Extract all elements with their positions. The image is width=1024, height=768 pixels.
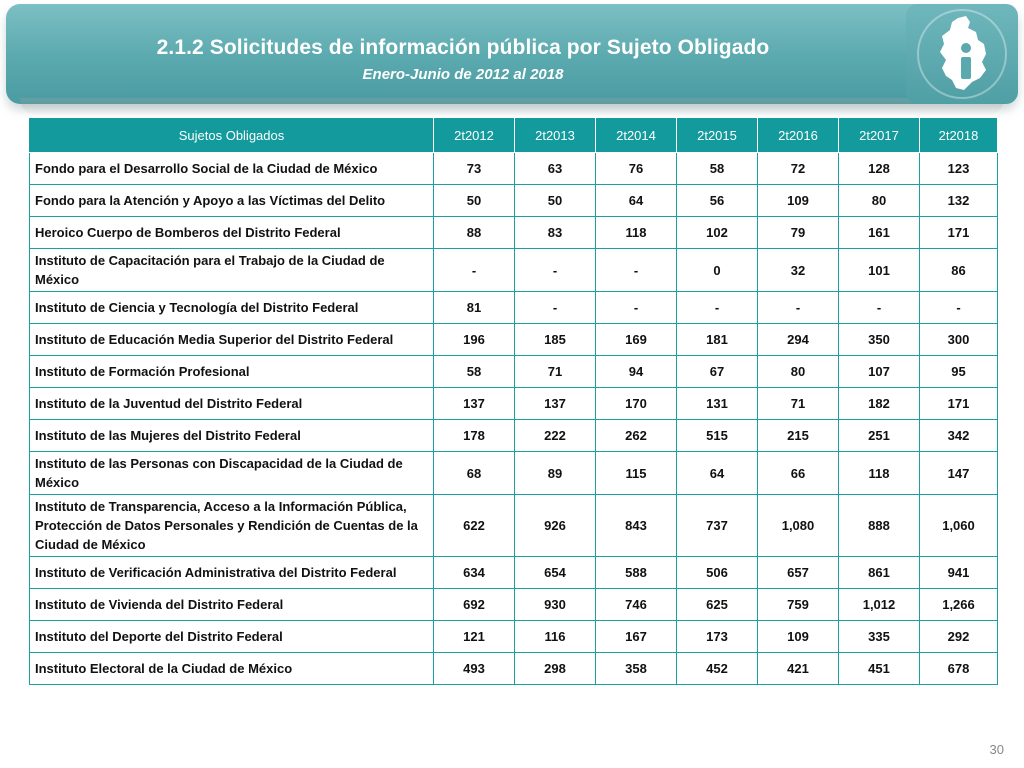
value-cell: 493 — [434, 653, 515, 685]
value-cell: 350 — [839, 324, 920, 356]
value-cell: 588 — [596, 557, 677, 589]
value-cell: 50 — [515, 185, 596, 217]
column-header-year: 2t2012 — [434, 118, 515, 153]
value-cell: 171 — [920, 217, 998, 249]
value-cell: 451 — [839, 653, 920, 685]
value-cell: - — [839, 292, 920, 324]
value-cell: 1,080 — [758, 495, 839, 557]
value-cell: - — [920, 292, 998, 324]
value-cell: 89 — [515, 452, 596, 495]
value-cell: 634 — [434, 557, 515, 589]
value-cell: 71 — [515, 356, 596, 388]
value-cell: 83 — [515, 217, 596, 249]
value-cell: 64 — [596, 185, 677, 217]
value-cell: - — [515, 249, 596, 292]
value-cell: 132 — [920, 185, 998, 217]
value-cell: 107 — [839, 356, 920, 388]
value-cell: 926 — [515, 495, 596, 557]
value-cell: 622 — [434, 495, 515, 557]
table-row — [30, 653, 998, 685]
value-cell: - — [596, 249, 677, 292]
value-cell: 506 — [677, 557, 758, 589]
value-cell: 0 — [677, 249, 758, 292]
value-cell: 131 — [677, 388, 758, 420]
value-cell: 32 — [758, 249, 839, 292]
value-cell: 71 — [758, 388, 839, 420]
value-cell: 171 — [920, 388, 998, 420]
entity-name-cell: Instituto de Capacitación para el Trabajo de la Ciudad de México — [30, 249, 434, 292]
value-cell: 102 — [677, 217, 758, 249]
value-cell: 109 — [758, 185, 839, 217]
value-cell: 1,060 — [920, 495, 998, 557]
value-cell: 178 — [434, 420, 515, 452]
value-cell: - — [515, 292, 596, 324]
value-cell: 170 — [596, 388, 677, 420]
value-cell: 737 — [677, 495, 758, 557]
table-row — [30, 452, 998, 495]
value-cell: 169 — [596, 324, 677, 356]
value-cell: 73 — [434, 153, 515, 185]
entity-name-cell: Instituto de Ciencia y Tecnología del Distrito Federal — [30, 292, 434, 324]
page-number: 30 — [989, 742, 1004, 757]
value-cell: 888 — [839, 495, 920, 557]
value-cell: 95 — [920, 356, 998, 388]
page-subtitle: Enero-Junio de 2012 al 2018 — [362, 66, 564, 83]
value-cell: 298 — [515, 653, 596, 685]
entity-name-cell: Instituto de las Mujeres del Distrito Federal — [30, 420, 434, 452]
value-cell: 181 — [677, 324, 758, 356]
entity-name-cell: Instituto de Verificación Administrativa del Distrito Federal — [30, 557, 434, 589]
value-cell: 861 — [839, 557, 920, 589]
value-cell: 58 — [434, 356, 515, 388]
value-cell: 121 — [434, 621, 515, 653]
value-cell: 759 — [758, 589, 839, 621]
value-cell: 88 — [434, 217, 515, 249]
value-cell: 118 — [839, 452, 920, 495]
value-cell: 215 — [758, 420, 839, 452]
table-row — [30, 153, 998, 185]
value-cell: 56 — [677, 185, 758, 217]
entity-name-cell: Heroico Cuerpo de Bomberos del Distrito Federal — [30, 217, 434, 249]
table-row — [30, 185, 998, 217]
value-cell: 167 — [596, 621, 677, 653]
value-cell: 930 — [515, 589, 596, 621]
value-cell: 137 — [434, 388, 515, 420]
value-cell: 300 — [920, 324, 998, 356]
value-cell: 50 — [434, 185, 515, 217]
table-row — [30, 589, 998, 621]
table-row — [30, 249, 998, 292]
value-cell: 64 — [677, 452, 758, 495]
logo — [906, 4, 1018, 104]
value-cell: 63 — [515, 153, 596, 185]
page-title: 2.1.2 Solicitudes de información pública por Sujeto Obligado — [156, 36, 770, 59]
entity-name-cell: Instituto del Deporte del Distrito Federal — [30, 621, 434, 653]
entity-name-cell: Instituto de Vivienda del Distrito Federal — [30, 589, 434, 621]
value-cell: 335 — [839, 621, 920, 653]
value-cell: 515 — [677, 420, 758, 452]
value-cell: 1,012 — [839, 589, 920, 621]
value-cell: 657 — [758, 557, 839, 589]
entity-name-cell: Instituto de la Juventud del Distrito Federal — [30, 388, 434, 420]
value-cell: 109 — [758, 621, 839, 653]
value-cell: 292 — [920, 621, 998, 653]
value-cell: 101 — [839, 249, 920, 292]
column-header-year: 2t2018 — [920, 118, 998, 153]
value-cell: 746 — [596, 589, 677, 621]
column-header-year: 2t2013 — [515, 118, 596, 153]
value-cell: 294 — [758, 324, 839, 356]
table-row — [30, 388, 998, 420]
entity-name-cell: Fondo para el Desarrollo Social de la Ciudad de México — [30, 153, 434, 185]
value-cell: 941 — [920, 557, 998, 589]
value-cell: 123 — [920, 153, 998, 185]
column-header-year: 2t2015 — [677, 118, 758, 153]
value-cell: 137 — [515, 388, 596, 420]
value-cell: - — [758, 292, 839, 324]
column-header-year: 2t2017 — [839, 118, 920, 153]
value-cell: 67 — [677, 356, 758, 388]
value-cell: 1,266 — [920, 589, 998, 621]
entity-name-cell: Instituto de Educación Media Superior del Distrito Federal — [30, 324, 434, 356]
table-row — [30, 557, 998, 589]
value-cell: 625 — [677, 589, 758, 621]
value-cell: 86 — [920, 249, 998, 292]
value-cell: 342 — [920, 420, 998, 452]
value-cell: 421 — [758, 653, 839, 685]
value-cell: 118 — [596, 217, 677, 249]
value-cell: 182 — [839, 388, 920, 420]
banner-shadow — [20, 98, 1004, 116]
value-cell: 843 — [596, 495, 677, 557]
cdmx-map-info-icon — [906, 4, 1018, 104]
value-cell: 80 — [758, 356, 839, 388]
value-cell: 161 — [839, 217, 920, 249]
value-cell: - — [434, 249, 515, 292]
value-cell: 66 — [758, 452, 839, 495]
value-cell: 452 — [677, 653, 758, 685]
title-banner — [6, 4, 1018, 104]
value-cell: 196 — [434, 324, 515, 356]
table-row — [30, 495, 998, 557]
entity-name-cell: Fondo para la Atención y Apoyo a las Víctimas del Delito — [30, 185, 434, 217]
value-cell: 692 — [434, 589, 515, 621]
value-cell: 72 — [758, 153, 839, 185]
value-cell: 128 — [839, 153, 920, 185]
value-cell: 115 — [596, 452, 677, 495]
entity-name-cell: Instituto de las Personas con Discapacidad de la Ciudad de México — [30, 452, 434, 495]
table-row — [30, 420, 998, 452]
entity-name-cell: Instituto de Transparencia, Acceso a la Información Pública, Protección de Datos Personales y Rendición de Cuentas de la Ciudad de México — [30, 495, 434, 557]
value-cell: 654 — [515, 557, 596, 589]
value-cell: 68 — [434, 452, 515, 495]
value-cell: 358 — [596, 653, 677, 685]
value-cell: 173 — [677, 621, 758, 653]
requests-table — [29, 117, 998, 685]
value-cell: 147 — [920, 452, 998, 495]
value-cell: 185 — [515, 324, 596, 356]
table-header-row — [30, 118, 998, 153]
value-cell: 58 — [677, 153, 758, 185]
value-cell: 80 — [839, 185, 920, 217]
table-row — [30, 621, 998, 653]
table-row — [30, 217, 998, 249]
value-cell: 116 — [515, 621, 596, 653]
table-row — [30, 324, 998, 356]
value-cell: 222 — [515, 420, 596, 452]
value-cell: - — [677, 292, 758, 324]
value-cell: 678 — [920, 653, 998, 685]
value-cell: 262 — [596, 420, 677, 452]
table-row — [30, 356, 998, 388]
value-cell: 79 — [758, 217, 839, 249]
value-cell: 94 — [596, 356, 677, 388]
table-row — [30, 292, 998, 324]
entity-name-cell: Instituto de Formación Profesional — [30, 356, 434, 388]
column-header-year: 2t2016 — [758, 118, 839, 153]
entity-name-cell: Instituto Electoral de la Ciudad de México — [30, 653, 434, 685]
column-header-year: 2t2014 — [596, 118, 677, 153]
value-cell: - — [596, 292, 677, 324]
column-header-entity: Sujetos Obligados — [30, 118, 434, 153]
value-cell: 81 — [434, 292, 515, 324]
value-cell: 76 — [596, 153, 677, 185]
value-cell: 251 — [839, 420, 920, 452]
